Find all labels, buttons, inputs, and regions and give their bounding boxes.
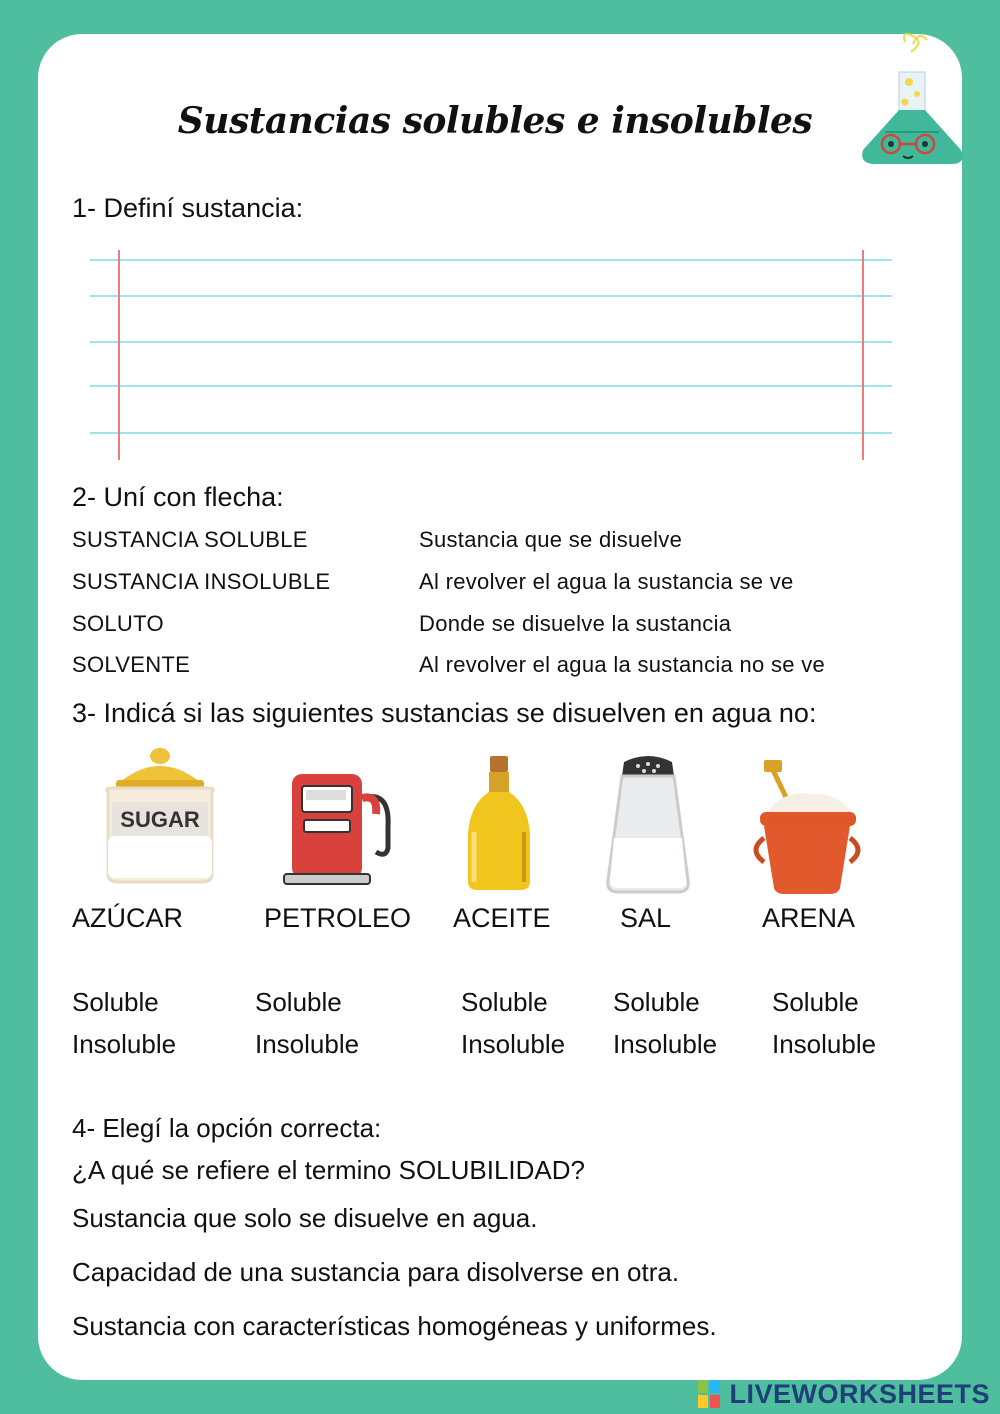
substance-name: SAL <box>620 903 672 933</box>
ruled-line <box>90 259 892 261</box>
oil-bottle-icon <box>462 752 537 894</box>
ruled-line <box>90 385 892 387</box>
fuel-pump-icon <box>282 768 397 888</box>
brand-name: LIVEWORKSHEETS <box>729 1379 990 1409</box>
worksheet-title: Sustancias solubles e insolubles <box>177 100 813 142</box>
option-soluble[interactable]: Soluble <box>255 987 342 1017</box>
match-left-item[interactable]: SUSTANCIA SOLUBLE <box>72 527 308 552</box>
substance-name: ACEITE <box>453 903 551 933</box>
answer-option[interactable]: Sustancia que solo se disuelve en agua. <box>72 1203 538 1233</box>
answer-option[interactable]: Capacidad de una sustancia para disolverse en otra. <box>72 1257 680 1287</box>
match-left-item[interactable]: SUSTANCIA INSOLUBLE <box>72 569 331 594</box>
match-right-item[interactable]: Donde se disuelve la sustancia <box>419 611 732 636</box>
option-insoluble[interactable]: Insoluble <box>461 1029 566 1059</box>
ruled-line <box>90 432 892 434</box>
question-2-label: 2- Uní con flecha: <box>72 482 284 512</box>
question-4-prompt: ¿A qué se refiere el termino SOLUBILIDAD? <box>72 1155 586 1185</box>
ruled-line <box>90 295 892 297</box>
answer-lines-area[interactable] <box>90 250 892 460</box>
match-left-item[interactable]: SOLUTO <box>72 611 164 636</box>
option-insoluble[interactable]: Insoluble <box>72 1029 177 1059</box>
match-right-item[interactable]: Sustancia que se disuelve <box>419 527 683 552</box>
substance-name: ARENA <box>762 903 856 933</box>
question-1-label: 1- Definí sustancia: <box>72 193 304 223</box>
sugar-jar-label: SUGAR <box>120 807 200 832</box>
margin-line-right <box>862 250 864 460</box>
question-3-label: 3- Indicá si las siguientes sustancias se disuelven en agua no: <box>72 698 817 728</box>
sugar-jar-icon <box>98 746 222 886</box>
margin-line-left <box>118 250 120 460</box>
question-4-label: 4- Elegí la opción correcta: <box>72 1113 382 1143</box>
answer-option[interactable]: Sustancia con características homogéneas y uniformes. <box>72 1311 717 1341</box>
option-soluble[interactable]: Soluble <box>72 987 159 1017</box>
liveworksheets-logo-icon <box>698 1380 720 1408</box>
match-right-item[interactable]: Al revolver el agua la sustancia se ve <box>419 569 794 594</box>
option-soluble[interactable]: Soluble <box>772 987 859 1017</box>
option-insoluble[interactable]: Insoluble <box>772 1029 877 1059</box>
sand-bucket-icon <box>752 758 862 898</box>
substance-name: PETROLEO <box>264 903 412 933</box>
option-insoluble[interactable]: Insoluble <box>255 1029 360 1059</box>
salt-shaker-icon <box>602 754 694 894</box>
option-insoluble[interactable]: Insoluble <box>613 1029 718 1059</box>
match-left-item[interactable]: SOLVENTE <box>72 652 191 677</box>
substance-name: AZÚCAR <box>72 903 184 933</box>
ruled-line <box>90 341 892 343</box>
option-soluble[interactable]: Soluble <box>613 987 700 1017</box>
match-right-item[interactable]: Al revolver el agua la sustancia no se ve <box>419 652 826 677</box>
option-soluble[interactable]: Soluble <box>461 987 548 1017</box>
